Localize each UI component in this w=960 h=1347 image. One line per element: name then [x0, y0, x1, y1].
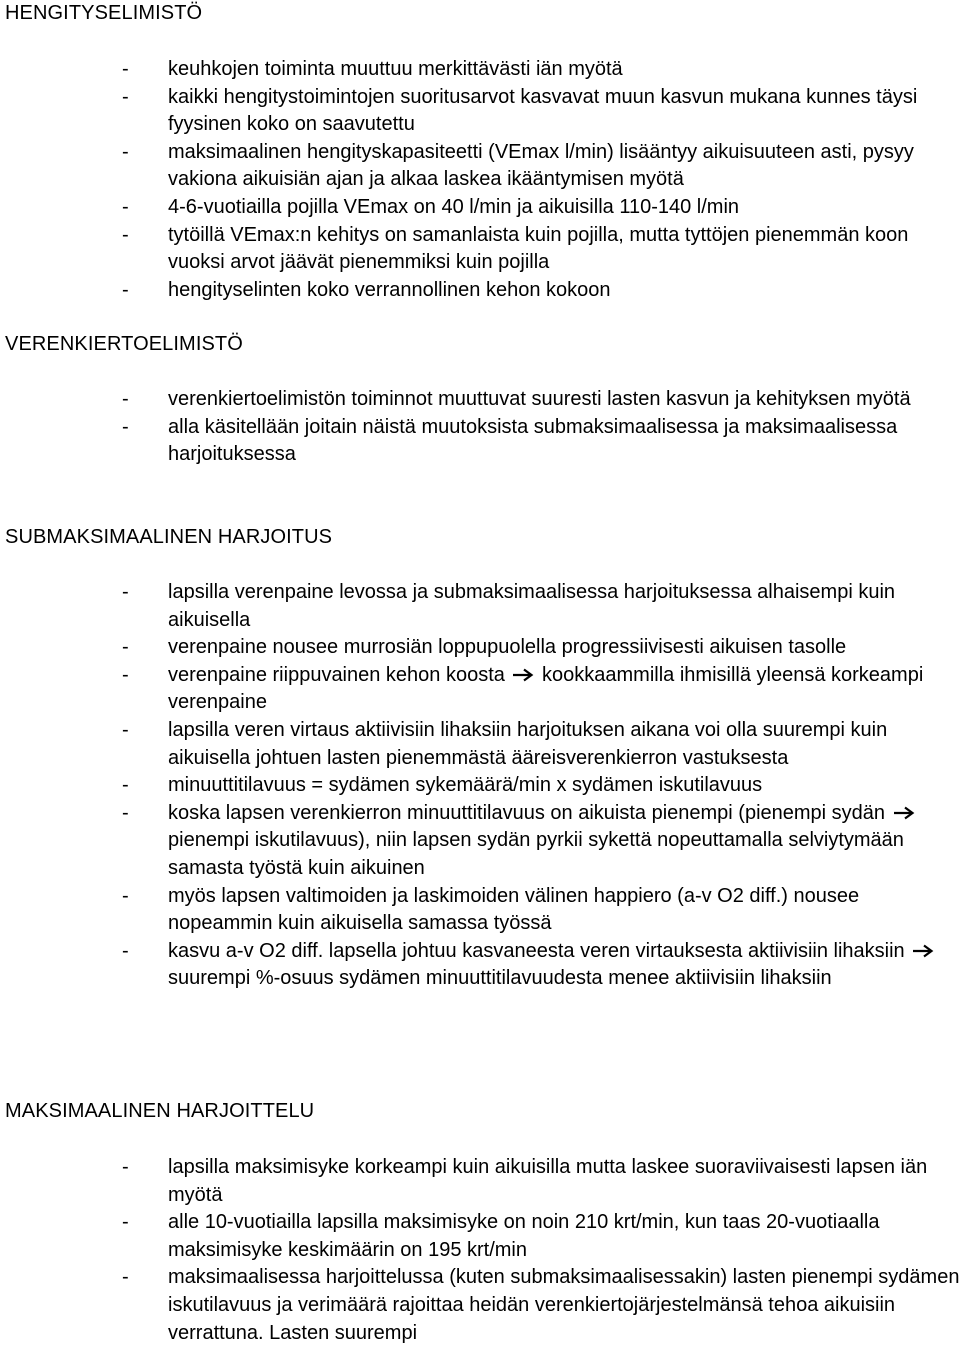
bullet-list-maksimaalinen-harjoittelu — [0, 1154, 960, 1347]
list-item-text: maksimaalinen hengityskapasiteetti (VEmax l/min) lisääntyy aikuisuuteen asti, pysyy vakiona aikuisiän ajan ja alkaa laskea ikääntymisen myötä — [168, 140, 914, 191]
section-heading-submaksimaalinen-harjoitus: SUBMAKSIMAALINEN HARJOITUS — [5, 526, 333, 548]
bullet-dash: - — [122, 278, 129, 301]
list-item-text: kasvu a-v O2 diff. lapsella johtuu kasvaneesta veren virtauksesta aktiivisiin lihaksiin — [168, 939, 905, 962]
bullet-dash: - — [122, 388, 129, 410]
bullet-dash: - — [122, 774, 129, 797]
bullet-dash: - — [122, 58, 129, 80]
bullet-dash: - — [122, 1266, 129, 1289]
list-item-text: alla käsitellään joitain näistä muutoksista submaksimaalisessa ja maksimaalisessa harjoituksessa — [168, 415, 898, 466]
bullet-list-submaksimaalinen-harjoitus — [0, 579, 960, 993]
bullet-dash: - — [122, 140, 129, 163]
list-item — [0, 717, 960, 772]
bullet-dash: - — [122, 195, 129, 218]
bullet-list-hengityselimisto — [0, 56, 960, 304]
bullet-dash: - — [122, 884, 129, 907]
list-item-text-continued: suurempi %-osuus sydämen minuuttitilavuudesta menee aktiivisiin lihaksiin — [168, 967, 832, 990]
bullet-dash: - — [122, 1156, 129, 1178]
bullet-dash: - — [122, 801, 129, 824]
list-item-text: lapsilla verenpaine levossa ja submaksimaalisessa harjoituksessa alhaisempi kuin aikuisella — [168, 581, 896, 631]
list-item-text: verenpaine riippuvainen kehon koosta — [168, 663, 505, 686]
bullet-dash: - — [122, 939, 129, 962]
list-item-text: 4-6-vuotiailla pojilla VEmax on 40 l/min ja aikuisilla 110-140 l/min — [168, 195, 740, 218]
bullet-dash: - — [122, 223, 129, 246]
list-item-text: alle 10-vuotiailla lapsilla maksimisyke on noin 210 krt/min, kun taas 20-vuotiaalla maksimisyke keskimäärin on 195 krt/min — [168, 1211, 880, 1261]
list-item-text: verenkiertoelimistön toiminnot muuttuvat suuresti lasten kasvun ja kehityksen myötä — [168, 388, 911, 410]
list-item — [0, 938, 960, 993]
arrow-right-icon — [893, 806, 915, 820]
arrow-right-icon — [512, 668, 534, 682]
list-item-text: myös lapsen valtimoiden ja laskimoiden välinen happiero (a-v O2 diff.) nousee nopeammin kuin aikuisella samassa työssä — [168, 884, 860, 935]
list-item-text: maksimaalisessa harjoittelussa (kuten submaksimaalisessakin) lasten pienempi sydämen iskutilavuus ja verimäärä rajoittaa heidän verenkiertojärjestelmänsä tehoa aikuisiin verrattuna. Lasten suurempi — [168, 1266, 960, 1344]
list-item — [0, 662, 960, 717]
bullet-dash: - — [122, 581, 129, 603]
list-item — [0, 883, 960, 938]
list-item — [0, 579, 960, 634]
list-item-text-continued: pienempi iskutilavuus), niin lapsen sydän pyrkii sykettä nopeuttamalla selviytymään samasta työstä kuin aikuinen — [168, 829, 904, 879]
list-item-text-continued: kookkaammilla ihmisillä yleensä korkeampi verenpaine — [168, 663, 924, 714]
list-item — [0, 1209, 960, 1264]
list-item-text: kaikki hengitystoimintojen suoritusarvot kasvavat muun kasvun mukana kunnes täysi fyysinen koko on saavutettu — [168, 85, 918, 136]
list-item-text: verenpaine nousee murrosiän loppupuolella progressiivisesti aikuisen tasolle — [168, 636, 847, 659]
list-item-text: lapsilla maksimisyke korkeampi kuin aikuisilla mutta laskee suoraviivaisesti lapsen iän myötä — [168, 1156, 928, 1206]
list-item-text: koska lapsen verenkierron minuuttitilavuus on aikuista pienempi (pienempi sydän — [168, 801, 886, 824]
list-item — [0, 1154, 960, 1209]
bullet-dash: - — [122, 415, 129, 438]
bullet-dash: - — [122, 636, 129, 659]
list-item — [0, 222, 960, 277]
list-item — [0, 277, 960, 305]
bullet-dash: - — [122, 85, 129, 108]
bullet-dash: - — [122, 1211, 129, 1234]
list-item — [0, 84, 960, 139]
list-item — [0, 386, 960, 414]
bullet-dash: - — [122, 663, 129, 686]
section-heading-maksimaalinen-harjoittelu: MAKSIMAALINEN HARJOITTELU — [5, 1100, 315, 1122]
list-item — [0, 56, 960, 84]
list-item — [0, 634, 960, 662]
bullet-dash: - — [122, 718, 129, 741]
list-item-text: lapsilla veren virtaus aktiivisiin lihaksiin harjoituksen aikana voi olla suurempi kuin aikuisella johtuen lasten pienemmästä ääreisverenkierron vastuksesta — [168, 718, 888, 769]
list-item-text: hengityselinten koko verrannollinen kehon kokoon — [168, 278, 611, 301]
list-item-text: keuhkojen toiminta muuttuu merkittävästi iän myötä — [168, 58, 623, 80]
section-heading-hengityselimisto: HENGITYSELIMISTÖ — [5, 2, 203, 24]
list-item — [0, 772, 960, 800]
list-item — [0, 414, 960, 469]
list-item-text: tytöillä VEmax:n kehitys on samanlaista kuin pojilla, mutta tyttöjen pienemmän koon vuoksi arvot jäävät pienemmiksi kuin pojilla — [168, 223, 909, 274]
bullet-list-verenkiertoelimisto — [0, 386, 960, 469]
section-heading-verenkiertoelimisto: VERENKIERTOELIMISTÖ — [5, 333, 243, 355]
list-item-text: minuuttitilavuus = sydämen sykemäärä/min x sydämen iskutilavuus — [168, 774, 763, 797]
list-item — [0, 139, 960, 194]
list-item — [0, 1264, 960, 1347]
list-item — [0, 800, 960, 883]
list-item — [0, 194, 960, 222]
arrow-right-icon — [912, 944, 934, 958]
